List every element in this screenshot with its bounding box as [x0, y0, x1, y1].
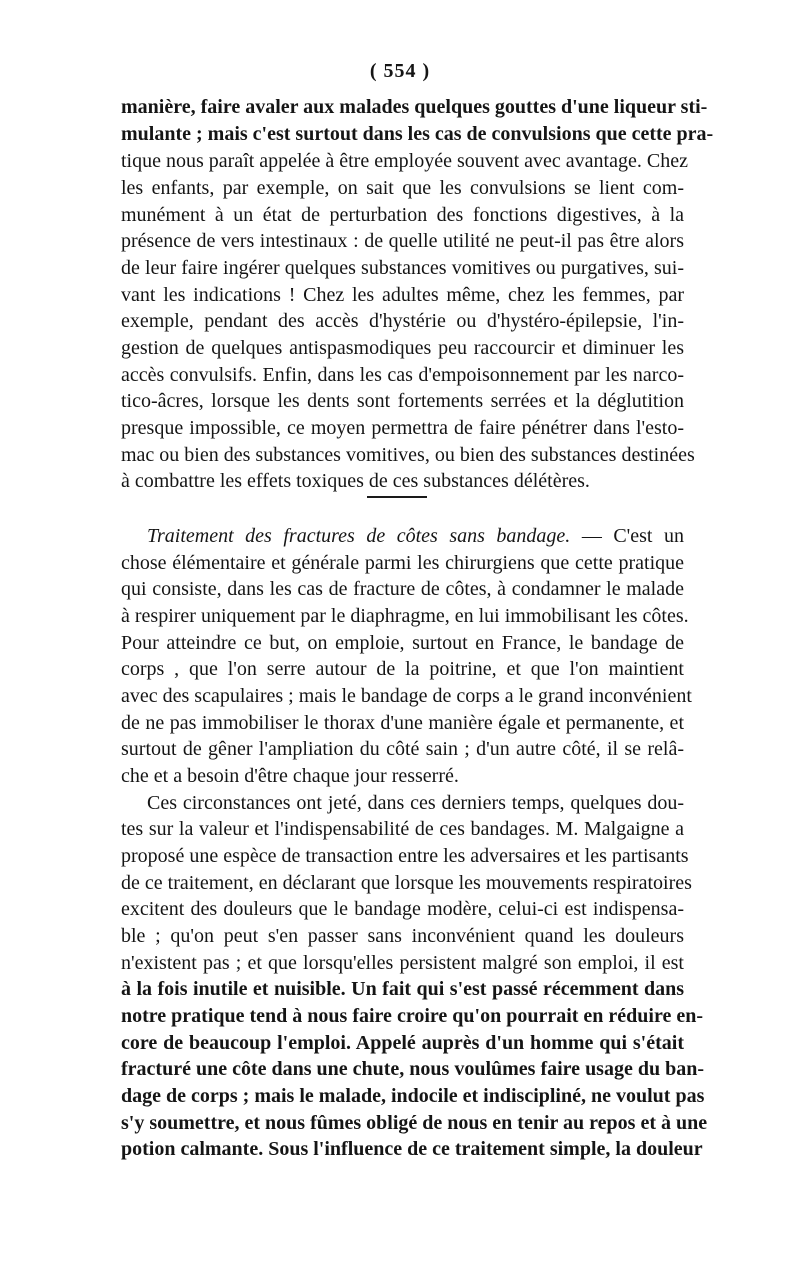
text-line: ble ; qu'on peut s'en passer sans inconvénient quand les douleurs — [121, 925, 684, 947]
text-line: de ne pas immobiliser le thorax d'une manière égale et permanente, et — [121, 712, 684, 734]
text-line: tes sur la valeur et l'indispensabilité de ces bandages. M. Malgaigne a — [121, 818, 684, 840]
page-number: ( 554 ) — [369, 60, 431, 82]
text-line: corps , que l'on serre autour de la poitrine, et que l'on maintient — [121, 658, 684, 680]
text-line: chose élémentaire et générale parmi les chirurgiens que cette pratique — [121, 552, 684, 574]
text-line: de leur faire ingérer quelques substances vomitives ou purgatives, sui- — [121, 257, 684, 279]
text-line: Ces circonstances ont jeté, dans ces derniers temps, quelques dou- — [147, 792, 684, 814]
text-line: proposé une espèce de transaction entre les adversaires et les partisants — [121, 845, 689, 867]
text-line: che et a besoin d'être chaque jour resserré. — [121, 765, 459, 787]
text-line: surtout de gêner l'ampliation du côté sain ; d'un autre côté, il se relâ- — [121, 738, 684, 760]
text-line: n'existent pas ; et que lorsqu'elles persistent malgré son emploi, il est — [121, 952, 684, 974]
text-line: munément à un état de perturbation des fonctions digestives, à la — [121, 204, 684, 226]
text-line: gestion de quelques antispasmodiques peu raccourcir et diminuer les — [121, 337, 684, 359]
text-line: dage de corps ; mais le malade, indocile et indiscipliné, ne voulut pas — [121, 1085, 705, 1107]
text-line: fracturé une côte dans une chute, nous voulûmes faire usage du ban- — [121, 1058, 704, 1080]
text-line: potion calmante. Sous l'influence de ce traitement simple, la douleur — [121, 1138, 703, 1160]
text-line: de ce traitement, en déclarant que lorsque les mouvements respiratoires — [121, 872, 692, 894]
text-line: à la fois inutile et nuisible. Un fait qui s'est passé récemment dans — [121, 978, 684, 1000]
text-line: à respirer uniquement par le diaphragme, en lui immobilisant les côtes. — [121, 605, 689, 627]
text-line: vant les indications ! Chez les adultes même, chez les femmes, par — [121, 284, 684, 306]
text-line: tique nous paraît appelée à être employée souvent avec avantage. Chez — [121, 150, 688, 172]
text-line: tico-âcres, lorsque les dents sont fortements serrées et la déglutition — [121, 390, 684, 412]
text-line: Pour atteindre ce but, on emploie, surtout en France, le bandage de — [121, 632, 684, 654]
text-line: excitent des douleurs que le bandage modère, celui-ci est indispensa- — [121, 898, 684, 920]
text-line: notre pratique tend à nous faire croire qu'on pourrait en réduire en- — [121, 1005, 704, 1027]
text-line: mac ou bien des substances vomitives, ou bien des substances destinées — [121, 444, 695, 466]
section-divider — [367, 496, 427, 498]
text-line: accès convulsifs. Enfin, dans les cas d'empoisonnement par les narco- — [121, 364, 684, 386]
text-line: présence de vers intestinaux : de quelle utilité ne peut-il pas être alors — [121, 230, 684, 252]
text-line: core de beaucoup l'emploi. Appelé auprès d'un homme qui s'était — [121, 1032, 684, 1054]
text-line: mulante ; mais c'est surtout dans les cas de convulsions que cette pra- — [121, 123, 714, 145]
text-line: exemple, pendant des accès d'hystérie ou d'hystéro-épilepsie, l'in- — [121, 310, 684, 332]
text-line: manière, faire avaler aux malades quelques gouttes d'une liqueur sti- — [121, 96, 708, 118]
text-line: à combattre les effets toxiques de ces substances délétères. — [121, 470, 590, 492]
section-heading-rest: — C'est un — [581, 525, 684, 547]
text-line: qui consiste, dans les cas de fracture de côtes, à condamner le malade — [121, 578, 684, 600]
text-line: avec des scapulaires ; mais le bandage de corps a le grand inconvénient — [121, 685, 692, 707]
text-line: presque impossible, ce moyen permettra de faire pénétrer dans l'esto- — [121, 417, 684, 439]
section-title: Traitement des fractures de côtes sans bandage. — [147, 525, 571, 547]
text-line: les enfants, par exemple, on sait que les convulsions se lient com- — [121, 177, 684, 199]
section-heading-line — [147, 522, 684, 550]
text-line: s'y soumettre, et nous fûmes obligé de nous en tenir au repos et à une — [121, 1112, 708, 1134]
